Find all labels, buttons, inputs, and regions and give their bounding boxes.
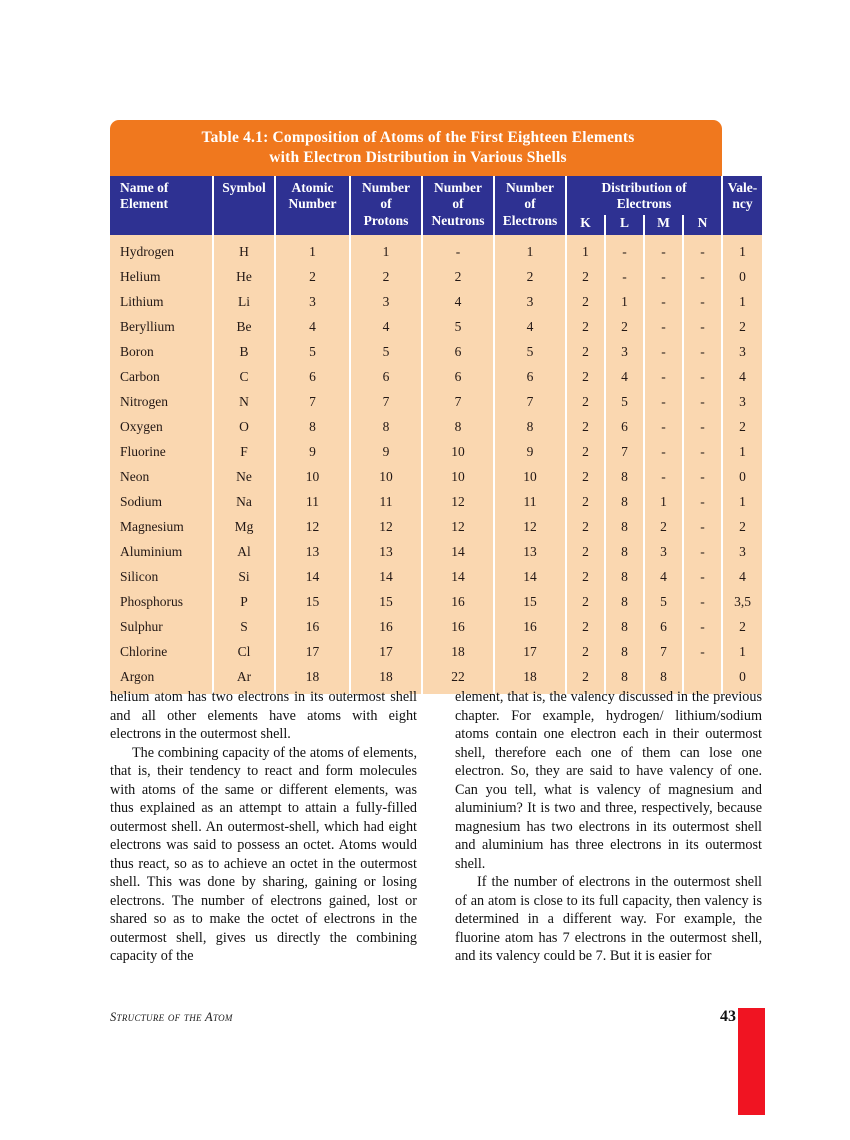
- cell-n: -: [683, 589, 722, 614]
- cell-k: 2: [566, 314, 605, 339]
- cell-electrons: 9: [494, 439, 566, 464]
- cell-k: 2: [566, 364, 605, 389]
- cell-neutrons: 12: [422, 489, 494, 514]
- cell-atomic: 7: [275, 389, 350, 414]
- cell-name: Carbon: [110, 364, 213, 389]
- cell-protons: 7: [350, 389, 422, 414]
- col-header-shell-k: K: [566, 215, 605, 235]
- cell-electrons: 11: [494, 489, 566, 514]
- cell-protons: 1: [350, 235, 422, 264]
- cell-electrons: 3: [494, 289, 566, 314]
- cell-k: 2: [566, 339, 605, 364]
- footer-chapter-title: Structure of the Atom: [110, 1010, 233, 1024]
- table-row: [110, 314, 762, 339]
- cell-electrons: 10: [494, 464, 566, 489]
- cell-k: 1: [566, 235, 605, 264]
- cell-name: Nitrogen: [110, 389, 213, 414]
- cell-neutrons: 7: [422, 389, 494, 414]
- cell-m: -: [644, 364, 683, 389]
- cell-valency: 2: [722, 414, 762, 439]
- table-row: [110, 364, 762, 389]
- cell-electrons: 12: [494, 514, 566, 539]
- cell-protons: 8: [350, 414, 422, 439]
- cell-protons: 4: [350, 314, 422, 339]
- left-paragraph-1: helium atom has two electrons in its outermost shell and all other elements have atoms with eight electrons in the outermost shell.: [110, 689, 417, 743]
- cell-electrons: 14: [494, 564, 566, 589]
- cell-protons: 12: [350, 514, 422, 539]
- cell-symbol: S: [213, 614, 275, 639]
- col-header-shell-l: L: [605, 215, 644, 235]
- cell-l: 7: [605, 439, 644, 464]
- cell-name: Oxygen: [110, 414, 213, 439]
- col-header-name-of-element: Name of Element: [110, 176, 213, 235]
- table-caption-line-1: Table 4.1: Composition of Atoms of the First Eighteen Elements: [201, 129, 635, 146]
- cell-k: 2: [566, 589, 605, 614]
- cell-protons: 6: [350, 364, 422, 389]
- cell-l: 8: [605, 489, 644, 514]
- cell-atomic: 6: [275, 364, 350, 389]
- cell-symbol: He: [213, 264, 275, 289]
- table-row: [110, 589, 762, 614]
- cell-neutrons: 6: [422, 339, 494, 364]
- cell-protons: 18: [350, 664, 422, 694]
- left-paragraph-2: The combining capacity of the atoms of elements, that is, their tendency to react and form molecules with atoms of the same or different elements, was thus explained as an attempt to attain a fully-filled outermost shell. An outermost-shell, which had eight electrons was said to possess an octet. Atoms would thus react, so as to achieve an octet in the outermost shell. This was done by sharing, gaining or losing electrons. The number of electrons gained, lost or shared so as to make the octet of electrons in the outermost shell, gives us directly the combining capacity of the: [110, 744, 417, 965]
- cell-symbol: Ar: [213, 664, 275, 694]
- cell-l: 6: [605, 414, 644, 439]
- cell-l: -: [605, 264, 644, 289]
- cell-neutrons: 14: [422, 539, 494, 564]
- footer-page-number: 43: [720, 1008, 736, 1025]
- cell-k: 2: [566, 539, 605, 564]
- cell-symbol: F: [213, 439, 275, 464]
- cell-protons: 10: [350, 464, 422, 489]
- right-text-column: [455, 688, 762, 966]
- cell-name: Beryllium: [110, 314, 213, 339]
- cell-n: -: [683, 314, 722, 339]
- col-header-atomic-number: Atomic Number: [275, 176, 350, 235]
- cell-protons: 14: [350, 564, 422, 589]
- cell-l: 8: [605, 564, 644, 589]
- cell-m: 1: [644, 489, 683, 514]
- cell-symbol: Ne: [213, 464, 275, 489]
- cell-electrons: 8: [494, 414, 566, 439]
- cell-valency: 4: [722, 564, 762, 589]
- cell-m: 4: [644, 564, 683, 589]
- cell-symbol: Si: [213, 564, 275, 589]
- table-row: [110, 514, 762, 539]
- cell-electrons: 17: [494, 639, 566, 664]
- cell-symbol: B: [213, 339, 275, 364]
- cell-neutrons: -: [422, 235, 494, 264]
- cell-valency: 1: [722, 489, 762, 514]
- cell-name: Neon: [110, 464, 213, 489]
- table-row: [110, 489, 762, 514]
- cell-valency: 3: [722, 389, 762, 414]
- cell-k: 2: [566, 464, 605, 489]
- cell-name: Magnesium: [110, 514, 213, 539]
- table-row: [110, 264, 762, 289]
- cell-l: 8: [605, 514, 644, 539]
- cell-l: 8: [605, 664, 644, 694]
- cell-electrons: 13: [494, 539, 566, 564]
- cell-m: -: [644, 289, 683, 314]
- composition-table: [110, 176, 762, 694]
- col-header-number-of-electrons: Number of Electrons: [494, 176, 566, 235]
- cell-m: -: [644, 264, 683, 289]
- cell-symbol: Cl: [213, 639, 275, 664]
- cell-atomic: 16: [275, 614, 350, 639]
- cell-name: Lithium: [110, 289, 213, 314]
- cell-atomic: 18: [275, 664, 350, 694]
- cell-neutrons: 12: [422, 514, 494, 539]
- col-header-distribution-of-electrons: Distribution of Electrons: [566, 176, 722, 215]
- cell-atomic: 13: [275, 539, 350, 564]
- cell-symbol: H: [213, 235, 275, 264]
- cell-name: Argon: [110, 664, 213, 694]
- cell-k: 2: [566, 489, 605, 514]
- cell-neutrons: 22: [422, 664, 494, 694]
- cell-k: 2: [566, 414, 605, 439]
- cell-n: -: [683, 414, 722, 439]
- cell-neutrons: 16: [422, 589, 494, 614]
- cell-electrons: 1: [494, 235, 566, 264]
- cell-l: 1: [605, 289, 644, 314]
- cell-atomic: 14: [275, 564, 350, 589]
- col-header-shell-m: M: [644, 215, 683, 235]
- cell-valency: 3: [722, 339, 762, 364]
- cell-atomic: 1: [275, 235, 350, 264]
- cell-atomic: 8: [275, 414, 350, 439]
- cell-name: Fluorine: [110, 439, 213, 464]
- cell-name: Phosphorus: [110, 589, 213, 614]
- table-caption: [110, 120, 722, 176]
- cell-atomic: 3: [275, 289, 350, 314]
- cell-electrons: 7: [494, 389, 566, 414]
- cell-m: 3: [644, 539, 683, 564]
- cell-l: 8: [605, 464, 644, 489]
- cell-k: 2: [566, 389, 605, 414]
- cell-neutrons: 2: [422, 264, 494, 289]
- cell-valency: 4: [722, 364, 762, 389]
- cell-l: 8: [605, 589, 644, 614]
- cell-name: Sulphur: [110, 614, 213, 639]
- cell-n: -: [683, 514, 722, 539]
- cell-k: 2: [566, 639, 605, 664]
- cell-valency: 1: [722, 289, 762, 314]
- cell-symbol: Be: [213, 314, 275, 339]
- table-row: [110, 289, 762, 314]
- cell-symbol: O: [213, 414, 275, 439]
- cell-atomic: 5: [275, 339, 350, 364]
- cell-n: -: [683, 264, 722, 289]
- cell-atomic: 11: [275, 489, 350, 514]
- cell-neutrons: 10: [422, 464, 494, 489]
- cell-atomic: 15: [275, 589, 350, 614]
- cell-valency: 3,5: [722, 589, 762, 614]
- cell-atomic: 10: [275, 464, 350, 489]
- table-header-row-main: [110, 176, 762, 215]
- cell-n: -: [683, 389, 722, 414]
- cell-electrons: 5: [494, 339, 566, 364]
- body-text-columns: [110, 688, 762, 966]
- cell-symbol: Li: [213, 289, 275, 314]
- cell-electrons: 2: [494, 264, 566, 289]
- cell-m: -: [644, 389, 683, 414]
- cell-name: Boron: [110, 339, 213, 364]
- cell-atomic: 17: [275, 639, 350, 664]
- col-header-number-of-neutrons: Number of Neutrons: [422, 176, 494, 235]
- cell-k: 2: [566, 564, 605, 589]
- cell-protons: 16: [350, 614, 422, 639]
- cell-electrons: 16: [494, 614, 566, 639]
- cell-valency: 2: [722, 514, 762, 539]
- cell-n: -: [683, 564, 722, 589]
- cell-protons: 11: [350, 489, 422, 514]
- table-row: [110, 639, 762, 664]
- cell-neutrons: 5: [422, 314, 494, 339]
- cell-symbol: N: [213, 389, 275, 414]
- cell-symbol: Na: [213, 489, 275, 514]
- cell-electrons: 18: [494, 664, 566, 694]
- cell-atomic: 9: [275, 439, 350, 464]
- table-row: [110, 539, 762, 564]
- cell-l: 8: [605, 614, 644, 639]
- cell-k: 2: [566, 514, 605, 539]
- cell-n: -: [683, 289, 722, 314]
- cell-l: 8: [605, 639, 644, 664]
- cell-valency: 3: [722, 539, 762, 564]
- cell-l: 4: [605, 364, 644, 389]
- cell-protons: 5: [350, 339, 422, 364]
- cell-m: -: [644, 235, 683, 264]
- cell-n: -: [683, 364, 722, 389]
- cell-valency: 0: [722, 264, 762, 289]
- cell-neutrons: 4: [422, 289, 494, 314]
- cell-valency: 0: [722, 664, 762, 694]
- cell-m: 2: [644, 514, 683, 539]
- table-row: [110, 464, 762, 489]
- cell-m: 8: [644, 664, 683, 694]
- cell-protons: 2: [350, 264, 422, 289]
- cell-neutrons: 16: [422, 614, 494, 639]
- table-row: [110, 389, 762, 414]
- cell-valency: 1: [722, 439, 762, 464]
- table-row: [110, 339, 762, 364]
- cell-electrons: 15: [494, 589, 566, 614]
- composition-table-block: [110, 120, 762, 694]
- cell-m: -: [644, 414, 683, 439]
- cell-valency: 1: [722, 639, 762, 664]
- cell-name: Hydrogen: [110, 235, 213, 264]
- table-caption-line-2: with Electron Distribution in Various Shells: [269, 149, 567, 167]
- cell-l: 5: [605, 389, 644, 414]
- cell-name: Silicon: [110, 564, 213, 589]
- cell-neutrons: 18: [422, 639, 494, 664]
- col-header-shell-n: N: [683, 215, 722, 235]
- right-paragraph-2: If the number of electrons in the outermost shell of an atom is close to its full capacity, then valency is determined in a different way. For example, the fluorine atom has 7 electrons in the outermost shell, and its valency could be 7. But it is easier for: [455, 874, 762, 965]
- table-body: [110, 235, 762, 694]
- cell-l: -: [605, 235, 644, 264]
- cell-m: 7: [644, 639, 683, 664]
- right-paragraph-1: element, that is, the valency discussed in the previous chapter. For example, hydrogen/ lithium/sodium atoms contain one electron each in their outermost shell, therefore each one of them can lose one electron. So, they are said to have valency of one. Can you tell, what is valency of magnesium and aluminium? It is two and three, respectively, because magnesium has two electrons in its outermost shell and aluminium has three electrons in its outermost shell.: [455, 689, 762, 872]
- cell-name: Helium: [110, 264, 213, 289]
- cell-name: Aluminium: [110, 539, 213, 564]
- cell-symbol: Mg: [213, 514, 275, 539]
- cell-neutrons: 6: [422, 364, 494, 389]
- cell-n: -: [683, 489, 722, 514]
- cell-m: -: [644, 464, 683, 489]
- cell-n: -: [683, 614, 722, 639]
- cell-k: 2: [566, 664, 605, 694]
- cell-protons: 3: [350, 289, 422, 314]
- cell-n: -: [683, 539, 722, 564]
- cell-name: Sodium: [110, 489, 213, 514]
- cell-electrons: 6: [494, 364, 566, 389]
- cell-symbol: Al: [213, 539, 275, 564]
- cell-atomic: 12: [275, 514, 350, 539]
- cell-neutrons: 10: [422, 439, 494, 464]
- cell-m: -: [644, 314, 683, 339]
- col-header-symbol: Symbol: [213, 176, 275, 235]
- cell-k: 2: [566, 289, 605, 314]
- cell-n: -: [683, 464, 722, 489]
- table-row: [110, 614, 762, 639]
- cell-l: 8: [605, 539, 644, 564]
- cell-protons: 17: [350, 639, 422, 664]
- cell-neutrons: 14: [422, 564, 494, 589]
- cell-neutrons: 8: [422, 414, 494, 439]
- page-footer: [110, 1008, 762, 1030]
- cell-valency: 2: [722, 614, 762, 639]
- cell-n: -: [683, 339, 722, 364]
- cell-n: -: [683, 439, 722, 464]
- cell-n: -: [683, 639, 722, 664]
- cell-valency: 0: [722, 464, 762, 489]
- cell-protons: 13: [350, 539, 422, 564]
- table-row: [110, 564, 762, 589]
- cell-l: 3: [605, 339, 644, 364]
- cell-atomic: 4: [275, 314, 350, 339]
- cell-l: 2: [605, 314, 644, 339]
- cell-m: -: [644, 439, 683, 464]
- cell-k: 2: [566, 439, 605, 464]
- cell-m: -: [644, 339, 683, 364]
- table-header: [110, 176, 762, 235]
- col-header-number-of-protons: Number of Protons: [350, 176, 422, 235]
- cell-protons: 15: [350, 589, 422, 614]
- cell-k: 2: [566, 264, 605, 289]
- cell-n: -: [683, 235, 722, 264]
- cell-symbol: C: [213, 364, 275, 389]
- col-header-valency: Vale- ncy: [722, 176, 762, 235]
- cell-m: 6: [644, 614, 683, 639]
- table-row: [110, 439, 762, 464]
- cell-atomic: 2: [275, 264, 350, 289]
- cell-electrons: 4: [494, 314, 566, 339]
- table-row: [110, 235, 762, 264]
- cell-valency: 1: [722, 235, 762, 264]
- cell-symbol: P: [213, 589, 275, 614]
- cell-valency: 2: [722, 314, 762, 339]
- cell-m: 5: [644, 589, 683, 614]
- cell-protons: 9: [350, 439, 422, 464]
- left-text-column: [110, 688, 417, 966]
- page-edge-marker: [738, 1008, 765, 1115]
- cell-k: 2: [566, 614, 605, 639]
- table-row: [110, 414, 762, 439]
- cell-name: Chlorine: [110, 639, 213, 664]
